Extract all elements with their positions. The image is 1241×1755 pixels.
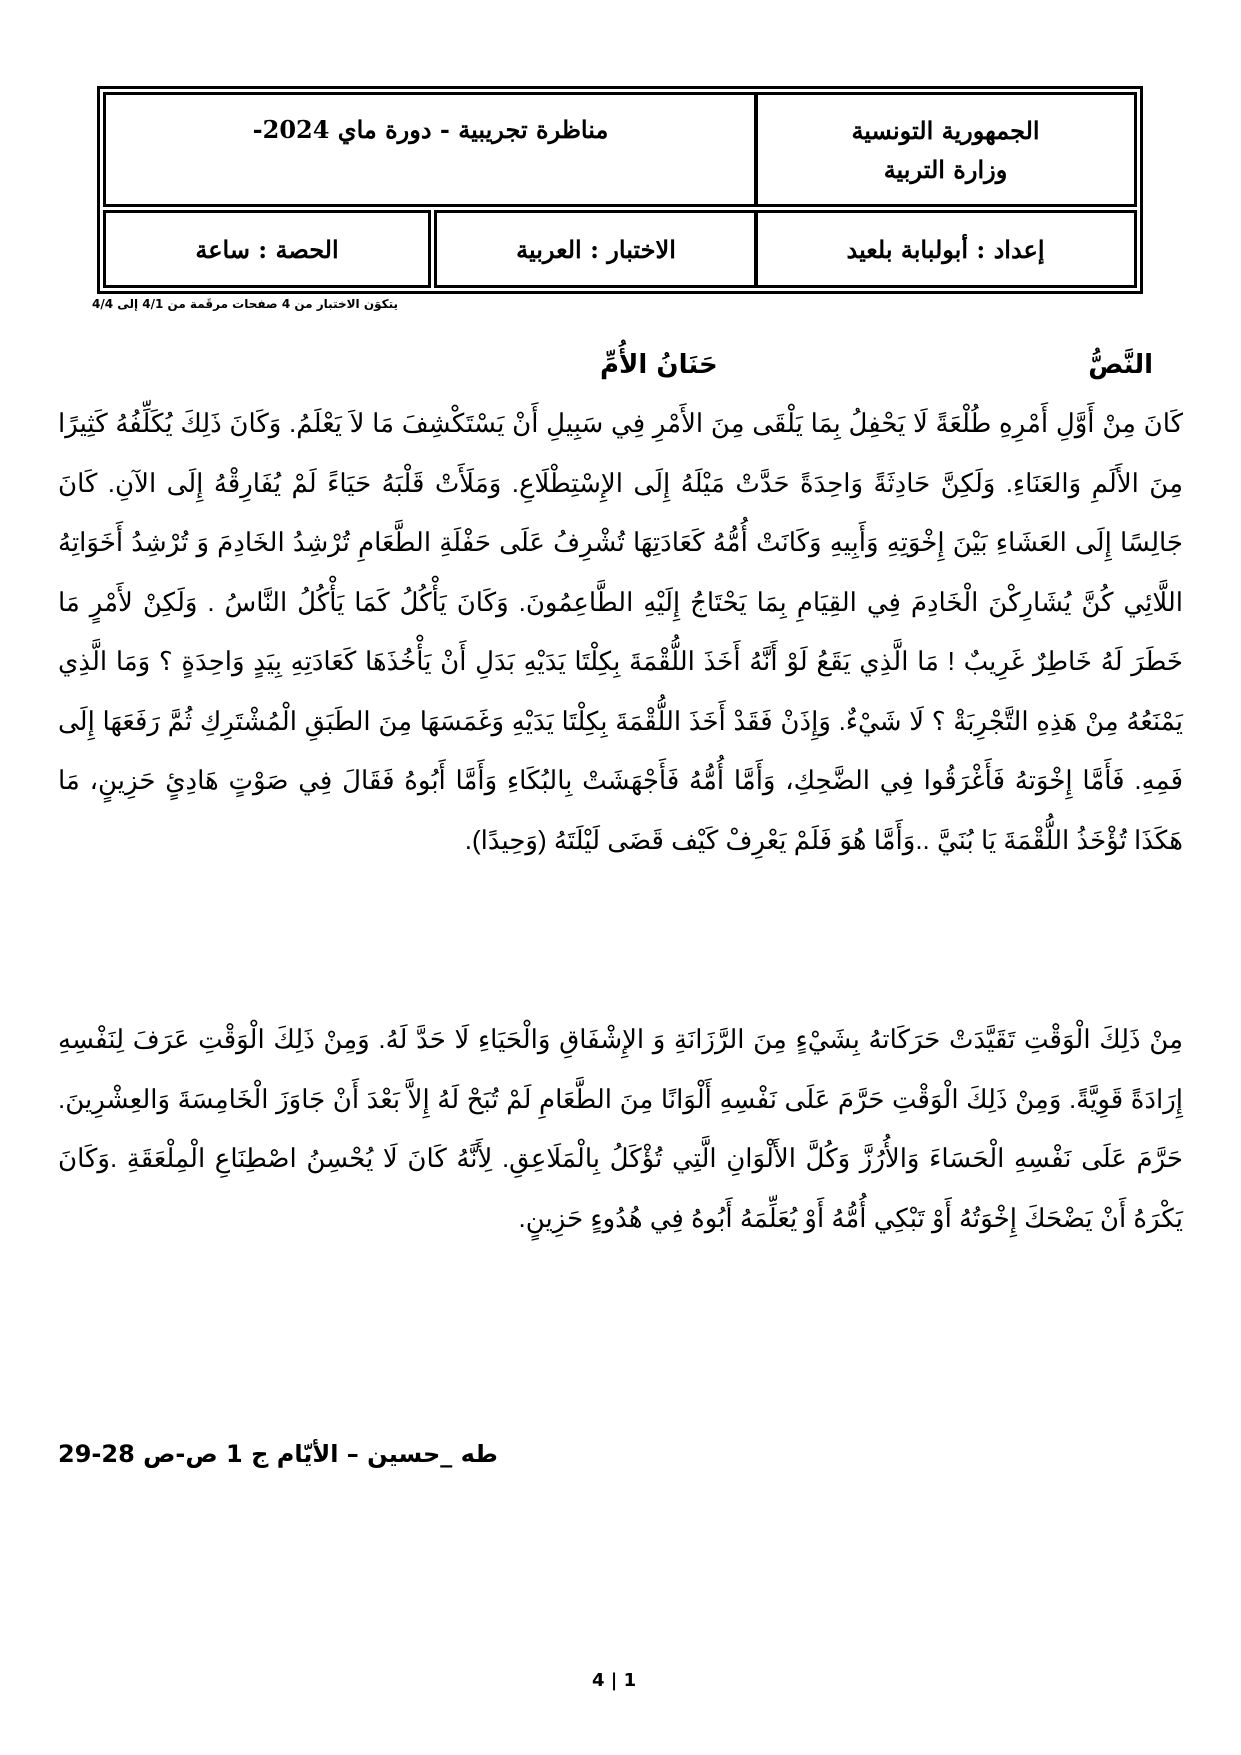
country-label: الجمهورية التونسية xyxy=(851,115,1040,145)
exam-header-table xyxy=(97,86,1143,294)
source-citation: طه _حسين – الأيّام ج 1 ص-ص 28-29 xyxy=(58,1440,498,1468)
ministry-label: وزارة التربية xyxy=(883,154,1008,184)
header-institution-cell xyxy=(754,92,1137,207)
subject-label: الاختبار : العربية xyxy=(516,234,676,264)
exam-title-cell xyxy=(103,92,758,207)
paragraph-2: مِنْ ذَلِكَ الْوَقْتِ تَقَيَّدَتْ حَرَكَاتهُ بِشَيْءٍ مِنَ الرَّزَانَةِ وَ الإِشْفَاقِ وَالْحَيَاءِ لَا حَدَّ لَهُ. وَمِنْ ذَلِكَ الْوَقْتِ عَرَفَ لِنَفْسِهِ إِرَادَةً قَوِيَّةً. وَمِنْ ذَلِكَ الْوَقْتِ حَرَّمَ عَلَى نَفْسِهِ أَلْوَانًا مِنَ الطَّعَامِ لَمْ تُبَحْ لَهُ إِلاَّ بَعْدَ أَنْ جَاوَزَ الْخَامِسَةَ وَالعِشْرِينَ. حَرَّمَ عَلَى نَفْسِهِ الْحَسَاءَ وَالأُرُزَّ وَكُلَّ الأَلْوَانِ الَّتِي تُؤْكَلُ بِالْمَلَاعِقِ. لِأَنَّهُ كَانَ لَا يُحْسِنُ اصْطِنَاعِ الْمِلْعَقَةِ .وَكَانَ يَكْرَهُ أَنْ يَضْحَكَ إِخْوَتُهُ أَوْ تَبْكِي أُمُّهُ أَوْ يُعَلِّمَهُ أَبُوهُ فِي هُدُوءٍ حَزِينٍ. xyxy=(58,1024,1183,1233)
section-label: النَّصُّ xyxy=(1088,350,1153,380)
exam-title: مناظرة تجريبية - دورة ماي 2024- xyxy=(252,115,609,144)
duration-cell xyxy=(103,210,431,288)
page-count-note: يتكوَن الاختبار من 4 صفحات مرقَمة من 4/1 إلى 4/4 xyxy=(92,297,398,311)
author-cell xyxy=(754,210,1137,288)
paragraph-1: كَانَ مِنْ أَوَّلِ أَمْرِهِ طُلْعَةً لَا يَحْفِلُ بِمَا يَلْقَى مِنَ الأَمْرِ فِي سَبِيلِ أَنْ يَسْتَكْشِفَ مَا لاَ يَعْلَمُ. وَكَانَ ذَلِكَ يُكَلِّفُهُ كَثِيرًا مِنَ الأَلَمِ وَالعَنَاءِ. وَلَكِنَّ حَادِثَةً وَاحِدَةً حَدَّتْ مَيْلَهُ إِلَى الإِسْتِطْلَاعِ. وَمَلَأَتْ قَلْبَهُ حَيَاءً لَمْ يُفَارِقْهُ إِلَى الآنِ. كَانَ جَالِسًا إِلَى العَشَاءِ بَيْنَ إِخْوَتِهِ وَأَبِيهِ وَكَانَتْ أُمُّهُ كَعَادَتِهَا تُشْرِفُ عَلَى حَفْلَةِ الطَّعَامِ تُرْشِدُ الخَادِمَ وَ تُرْشِدُ أَخَوَاتِهُ اللَّائِي كُنَّ يُشَارِكْنَ الْخَادِمَ فِي القِيَامِ بِمَا يَحْتَاجُ إِلَيْهِ الطَّاعِمُونَ. وَكَانَ يَأْكُلُ كَمَا يَأْكُلُ النَّاسُ . وَلَكِنْ لأَمْرٍ مَا خَطَرَ لَهُ خَاطِرٌ غَرِيبٌ ! مَا الَّذِي يَقَعُ لَوْ أَنَّهُ أَخَذَ اللُّقْمَةَ بِكِلْتَا يَدَيْهِ بَدَلِ أَنْ يَأْخُذَهَا كَعَادَتِهِ بِيَدٍ وَاحِدَةٍ ؟ وَمَا الَّذِي يَمْنَعُهُ مِنْ هَذِهِ التَّجْرِبَةْ ؟ لَا شَيْءٌ. وَإِذَنْ فَقَدْ أَخَذَ اللُّقْمَةَ بِكِلْتَا يَدَيْهِ وَغَمَسَهَا مِنَ الطَبَقِ الْمُشْتَرِكِ ثُمَّ رَفَعَهَا إِلَى فَمِهِ. فَأَمَّا إِخْوَتهُ فَأَغْرَقُوا فِي الضَّحِكِ، وَأَمَّا أُمُّهُ فَأَجْهَشَتْ بِالبُكَاءِ وَأَمَّا أَبُوهُ فَقَالَ فِي صَوْتٍ هَادِئٍ حَزِينٍ، مَا هَكَذَا تُؤْخَذُ اللُّقْمَةَ يَا بُنَيَّ ..وَأَمَّا هُوَ فَلَمْ يَعْرِفْ كَيْف قَضَى لَيْلَتَهُ (وَحِيدًا). xyxy=(58,408,1183,855)
page-number: 4 | 1 xyxy=(592,1670,637,1691)
subject-cell xyxy=(434,210,758,288)
author-label: إعداد : أبولبابة بلعيد xyxy=(846,234,1045,264)
duration-label: الحصة : ساعة xyxy=(195,234,339,264)
text-title: حَنَانُ الأُمِّ xyxy=(600,350,718,380)
